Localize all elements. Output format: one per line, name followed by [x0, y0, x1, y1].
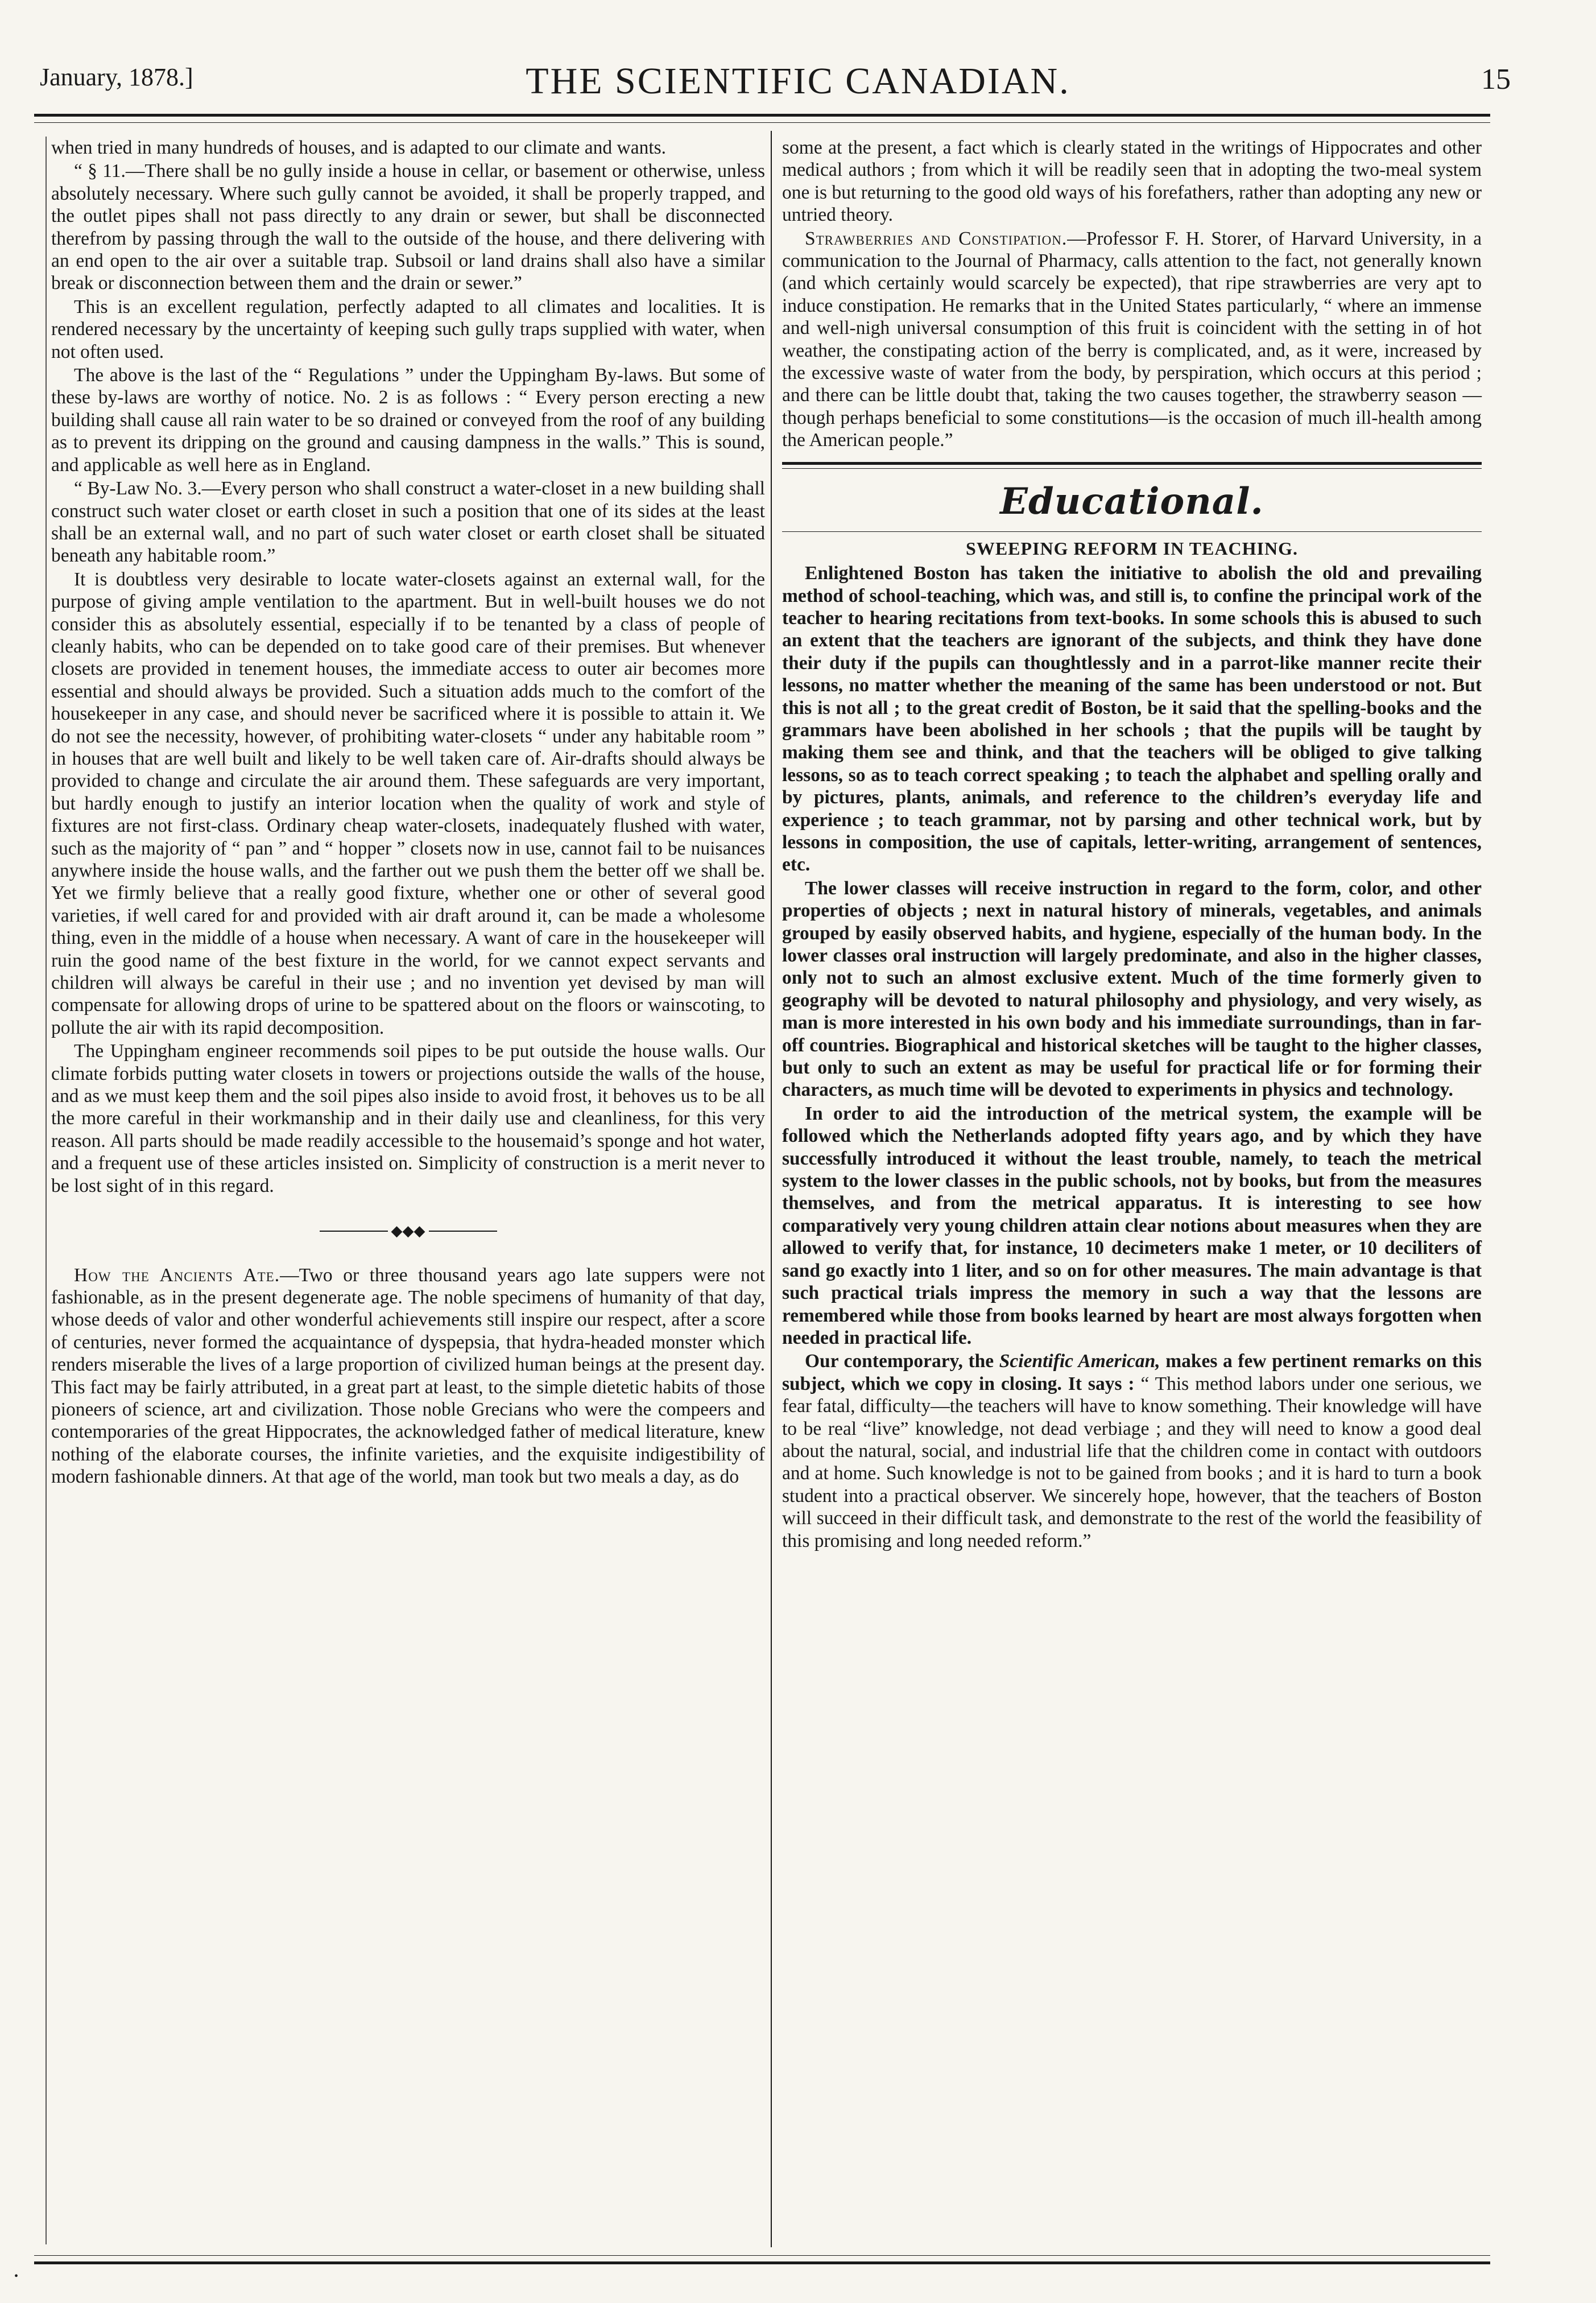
closing-lead: Our contemporary, the [805, 1351, 999, 1372]
paragraph: “ § 11.—There shall be no gully inside a house in cellar, or basement or otherwise, unless absolutely necessary. Where such gully cannot be avoided, it shall be properly trapped, and the outlet pipes shall not pass directly to any drain or sewer, but shall be disconnected therefrom by passing through the wall to the outside of the house, and there delivering with an end open to the air over a suitable trap. Subsoil or land drains shall also have a similar break or disconnection between them and the drain or sewer.” [51, 160, 765, 294]
paragraph: The lower classes will receive instruction in regard to the form, color, and other properties of objects ; next in natural history of minerals, vegetables, and animals grouped by easily observed habits, and hygiene, especially of the human body. In the lower classes oral instruction will largely predominate, and also in the higher classes, only not to such an almost exclusive extent. Much of the time formerly given to geography will be devoted to natural philosophy and physiology, and very wisely, as man is more interested in his own body and his immediate surroundings, than in far-off countries. Biographical and historical sketches will be taught to the higher classes, but only to such an extent as may be useful for practical life or for forming their characters, as much time will be devoted to experiments in physics and technology. [782, 877, 1482, 1101]
page-frame [34, 114, 1490, 2264]
strawberries-heading: Strawberries and Constipation. [805, 228, 1068, 249]
paragraph: The Uppingham engineer recommends soil pipes to be put outside the house walls. Our climate forbids putting water closets in towers or projections outside the walls of the house, and as we must keep them and the soil pipes also inside to avoid frost, it behoves us to be all the more careful in their workmanship and in their daily use and cleanliness, for this very reason. All parts should be made readily accessible to the housemaid’s sponge and hot water, and a frequent use of these articles insisted on. Simplicity of construction is a merit never to be lost sight of in this regard. [51, 1041, 765, 1196]
page-header [0, 0, 1596, 125]
section-rule [782, 462, 1482, 465]
paragraph: when tried in many hundreds of houses, and is adapted to our climate and wants. [51, 137, 667, 158]
article-title: SWEEPING REFORM IN TEACHING. [966, 538, 1298, 559]
strawberries-text: —Professor F. H. Storer, of Harvard University, in a communication to the Journal of Pharmacy, calls attention to the fact, not generally known (and which certainly would scarcely be expected), that ripe strawberries are very apt to induce constipation. He remarks that in the United States particularly, “ where an immense and well-nigh universal consumption of this fruit is coincident with the setting in of hot weather, the constipating action of the berry is complicated, and, as it were, increased by the excessive waste of water from the body, by perspiration, which occurs at this period ; and there can be little doubt that, taking the two causes together, the strawberry season — though perhaps beneficial to some constitutions—is the occasion of much ill-health among the American people.” [782, 228, 1482, 451]
margin-mark: • [14, 2270, 19, 2283]
right-column [782, 137, 1482, 2244]
section-title: Educational. [1000, 480, 1264, 523]
paragraph: The above is the last of the “ Regulations ” under the Uppingham By-laws. But some of these by-laws are worthy of notice. No. 2 is as follows : “ Every person erecting a new building shall cause all rain water to be so drained or conveyed from the roof of any building as to prevent its dripping on the ground and causing dampness in the walls.” This is sound, and applicable as well here as in England. [51, 365, 765, 476]
paragraph: “ By-Law No. 3.—Every person who shall construct a water-closet in a new building shall construct such water closet or earth closet in such a position that one of its sides at the least shall be an external wall, and no part of such water closet or earth closet shall be situated beneath any habitable room.” [51, 478, 765, 567]
journal-name: Scientific American, [999, 1351, 1160, 1372]
strawberries-paragraph [782, 228, 1482, 452]
article-body [782, 562, 1482, 1552]
publication-title: THE SCIENTIFIC CANADIAN. [526, 60, 1070, 102]
paragraph: In order to aid the introduction of the metrical system, the example will be followed which the Netherlands adopted fifty years ago, and by which they have successfully introduced it without the least trouble, namely, to teach the metrical system to the lower classes in the public schools, not by books, but from the measures themselves, and from the metrical apparatus. It is interesting to see how comparatively very young children attain clear notions about measures when they are allowed to verify that, for instance, 10 decimeters make 1 meter, or 10 deciliters of sand go exactly into 1 liter, and so on for other measures. The main advantage is that such practical trials impress the memory in such a way that the lessons are remembered while those from books learned by heart are most always forgotten when needed in practical life. [782, 1103, 1482, 1348]
ancients-heading: How the Ancients Ate. [74, 1264, 280, 1286]
column-divider [771, 131, 772, 2247]
paragraph: Enlightened Boston has taken the initiative to abolish the old and prevailing method of school-teaching, which was, and still is, to confine the principal work of the teacher to hearing recitations from text-books. In some schools this is abused to such an extent that the teachers are ignorant of the subjects, and think they have done their duty if the pupils can thoughtlessly and in a parrot-like manner recite their lessons, no matter whether the meaning of the same has been understood or not. But this is not all ; to the great credit of Boston, be it said that the spelling-books and the grammars have been abolished in her schools ; that the pupils will be taught by making them see and think, and that the teachers will be obliged to give talking lessons, so as to teach correct speaking ; to teach the alphabet and spelling orally and by pictures, plants, animals, and reference to the children’s everyday life and experience ; to teach grammar, not by parsing and other technical work, but by lessons in composition, the use of capitals, letter-writing, arrangement of sentences, etc. [782, 563, 1482, 876]
closing-quote: “ This method labors under one serious, we fear fatal, difficulty—the teachers will have to know something. Their knowledge will have to be real “live” knowledge, not dead verbiage ; and they will need to know a good deal about the natural, social, and industrial life that the children come in contact with outdoors and at home. Such knowledge is not to be gained from books ; and it is hard to turn a book student into a practical observer. We sincerely hope, however, that the teachers of Boston will succeed in their difficult task, and demonstrate to the rest of the world the feasibility of this promising and long needed reform.” [782, 1373, 1482, 1551]
section-rule [782, 531, 1482, 532]
section-rule [782, 468, 1482, 469]
paragraph: It is doubtless very desirable to locate water-closets against an external wall, for the purpose of giving ample ventilation to the apartment. But in well-built houses we do not consider this as absolutely essential, especially if to be tenanted by a class of people of cleanly habits, who can be depended on to take good care of their premises. But whenever closets are provided in tenement houses, the immediate access to outer air becomes more essential and should always be provided. Such a situation adds much to the comfort of the housekeeper in any case, and should never be sacrificed where it is possible to attain it. We do not see the necessity, however, of prohibiting water-closets “ under any habitable room ” in houses that are well built and likely to be well taken care of. Air-drafts should always be provided to change and circulate the air around them. These safeguards are very important, but hardly enough to justify an interior location when the quality of work and style of fixtures are not first-class. Ordinary cheap water-closets, inadequately flushed with water, such as the majority of “ pan ” and “ hopper ” closets now in use, cannot fail to be nuisances anywhere inside the house walls, and the farther out we push them the better off we shall be. Yet we firmly believe that a really good fixture, whether one or other of several good varieties, if well cared for and provided with air draft around it, can be made a wholesome thing, even in the middle of a house when necessary. A want of care in the housekeeper will ruin the good name of the best fixture in the world, for we cannot expect servants and children will always be careful in their use ; and no invention yet devised by man will compensate for allowing drops of urine to be spattered about on the floors or wainscoting, to pollute the air with its rapid decomposition. [51, 568, 765, 1038]
paragraph: some at the present, a fact which is clearly stated in the writings of Hippocrates and other medical authors ; from which it will be readily seen that in adopting the two-meal system one is but returning to the good old ways of his forefathers, rather than adopting any new or untried theory. [782, 137, 1482, 226]
closing-bold: makes a few pertinent remarks on this subject, which we copy in closing. It says : [782, 1351, 1482, 1394]
ancients-text: —Two or three thousand years ago late suppers were not fashionable, as in the present degenerate age. The noble specimens of humanity of that day, whose deeds of valor and other wonderful achievements still inspire our respect, after a score of centuries, never formed the acquaintance of dyspepsia, that hydra-headed monster which renders miserable the lives of a large proportion of civilized human beings at the present day. This fact may be fairly attributed, in a great part at least, to the simple dietetic habits of those pioneers of science, art and civilization. Those noble Grecians who were the compeers and contemporaries of the great Hippocrates, the acknowledged father of medical literature, knew nothing of the elaborate courses, the infinite varieties, and the exquisite indigestibility of modern fashionable dinners. At that age of the world, man took but two meals a day, as do [51, 1264, 765, 1488]
closing-paragraph [782, 1350, 1482, 1552]
page-number: 15 [1481, 63, 1511, 96]
paragraph: This is an excellent regulation, perfectly adapted to all climates and localities. It is rendered necessary by the uncertainty of keeping such gully traps supplied with water, when not often used. [51, 296, 765, 362]
left-column [46, 137, 765, 2244]
section-ornament: ◆◆◆ [51, 1220, 765, 1242]
ancients-paragraph [51, 1264, 765, 1488]
issue-date: January, 1878.] [40, 63, 193, 91]
